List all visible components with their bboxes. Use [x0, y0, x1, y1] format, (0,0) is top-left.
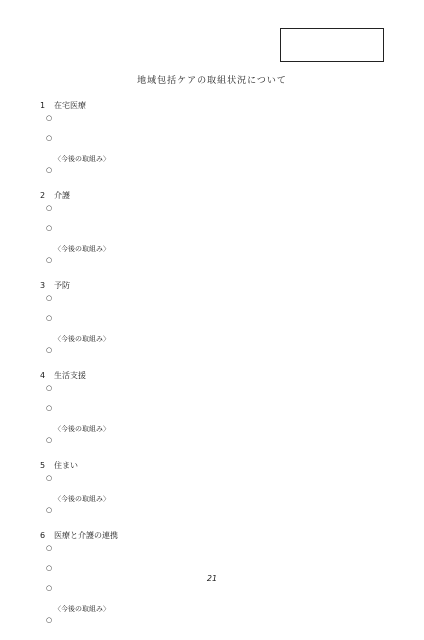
future-efforts-label: 〈今後の取組み〉: [54, 245, 110, 253]
bullet-mark: ○: [46, 314, 53, 322]
bullet-mark: ○: [46, 114, 53, 122]
bullet-item: [40, 223, 392, 243]
bullet-text: [58, 403, 392, 423]
section-heading-text: 生活支援: [54, 371, 86, 380]
future-bullet-text: [58, 345, 392, 365]
section-heading: [40, 460, 392, 471]
section-heading: [40, 530, 392, 541]
bullet-mark: ○: [46, 584, 53, 592]
section-number: 1: [40, 101, 46, 110]
bullet-mark: ○: [46, 616, 53, 624]
bullet-mark: ○: [46, 474, 53, 482]
section-heading: [40, 280, 392, 291]
future-bullet-text: [58, 615, 392, 635]
bullet-mark: ○: [46, 346, 53, 354]
section-heading-text: 予防: [54, 281, 70, 290]
future-bullet-item: [40, 255, 392, 275]
bullet-text: [58, 203, 392, 223]
bullet-item: [40, 313, 392, 333]
bullet-item: [40, 403, 392, 423]
section-2: [40, 190, 392, 275]
bullet-item: [40, 583, 392, 603]
bullet-text: [58, 293, 392, 313]
bullet-text: [58, 313, 392, 333]
section-heading-text: 介護: [54, 191, 70, 200]
future-efforts-label: 〈今後の取組み〉: [54, 605, 110, 613]
bullet-mark: ○: [46, 294, 53, 302]
future-bullet-item: [40, 345, 392, 365]
future-bullet-text: [58, 505, 392, 525]
future-efforts-label: 〈今後の取組み〉: [54, 155, 110, 163]
document-title: 地域包括ケアの取組状況について: [137, 76, 287, 86]
future-bullet-item: [40, 615, 392, 635]
section-number: 3: [40, 281, 46, 290]
bullet-mark: ○: [46, 224, 53, 232]
bullet-mark: ○: [46, 256, 53, 264]
bullet-item: [40, 543, 392, 563]
future-bullet-item: [40, 165, 392, 185]
bullet-item: [40, 133, 392, 153]
bullet-text: [58, 383, 392, 403]
document-reference-box: [280, 28, 384, 62]
section-3: [40, 280, 392, 365]
bullet-mark: ○: [46, 204, 53, 212]
section-number: 2: [40, 191, 46, 200]
bullet-item: [40, 473, 392, 493]
section-1: [40, 100, 392, 185]
bullet-item: [40, 383, 392, 403]
bullet-mark: ○: [46, 384, 53, 392]
bullet-mark: ○: [46, 134, 53, 142]
section-4: [40, 370, 392, 455]
future-efforts-label: 〈今後の取組み〉: [54, 495, 110, 503]
section-heading: [40, 100, 392, 111]
bullet-mark: ○: [46, 564, 53, 572]
bullet-text: [58, 583, 392, 603]
future-efforts-label: 〈今後の取組み〉: [54, 335, 110, 343]
bullet-mark: ○: [46, 404, 53, 412]
future-bullet-text: [58, 165, 392, 185]
section-heading-text: 住まい: [54, 461, 78, 470]
section-5: [40, 460, 392, 525]
future-bullet-text: [58, 435, 392, 455]
bullet-mark: ○: [46, 506, 53, 514]
bullet-text: [58, 543, 392, 563]
future-bullet-text: [58, 255, 392, 275]
section-heading-text: 在宅医療: [54, 101, 86, 110]
future-efforts-label: 〈今後の取組み〉: [54, 425, 110, 433]
bullet-text: [58, 113, 392, 133]
bullet-mark: ○: [46, 436, 53, 444]
bullet-text: [58, 223, 392, 243]
bullet-mark: ○: [46, 166, 53, 174]
section-heading: [40, 370, 392, 381]
future-bullet-item: [40, 435, 392, 455]
section-number: 5: [40, 461, 46, 470]
bullet-text: [58, 473, 392, 493]
section-number: 4: [40, 371, 46, 380]
document-body: [40, 100, 392, 640]
section-number: 6: [40, 531, 46, 540]
section-heading-text: 医療と介護の連携: [54, 531, 118, 540]
bullet-text: [58, 133, 392, 153]
bullet-mark: ○: [46, 544, 53, 552]
section-heading: [40, 190, 392, 201]
bullet-item: [40, 293, 392, 313]
bullet-item: [40, 203, 392, 223]
page-number: 21: [206, 574, 218, 583]
bullet-item: [40, 113, 392, 133]
future-bullet-item: [40, 505, 392, 525]
